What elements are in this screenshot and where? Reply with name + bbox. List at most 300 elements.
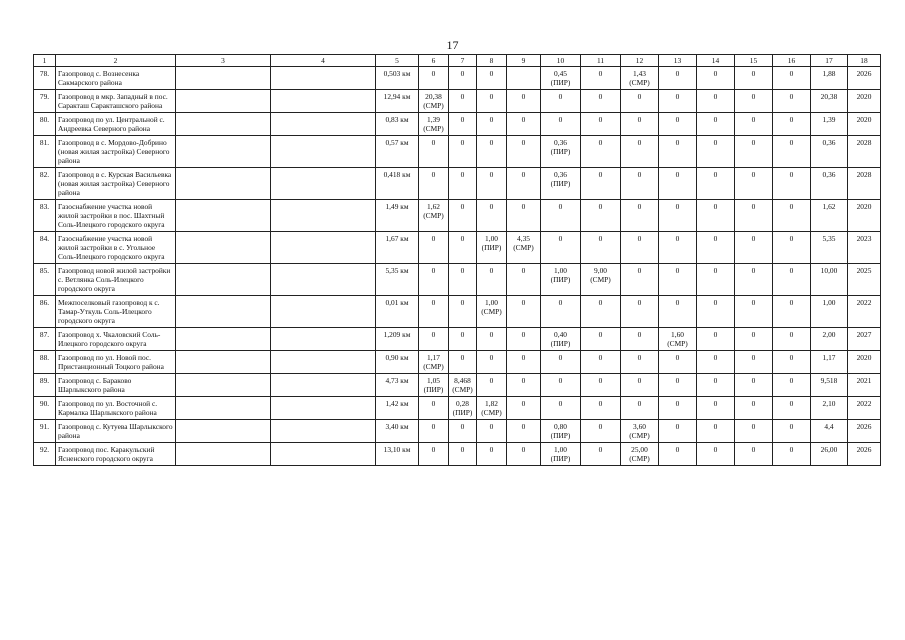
work-type-note: (СМР) (481, 307, 502, 316)
value-amount: 0 (637, 115, 642, 124)
column-4-cell (271, 264, 376, 296)
column-4-cell (271, 67, 376, 90)
value-cell-13 (659, 296, 697, 328)
value-amount: 0 (789, 298, 794, 307)
value-cell-14 (697, 264, 735, 296)
value-amount: 1,00 (485, 234, 498, 243)
year-cell: 2028 (848, 168, 881, 200)
work-type-note: (СМР) (629, 454, 650, 463)
value-amount: 0 (713, 330, 718, 339)
table-row (34, 443, 881, 466)
value-cell-12 (621, 443, 659, 466)
value-cell-9 (507, 113, 541, 136)
value-amount: 0 (521, 445, 526, 454)
value-amount: 1,62 (427, 202, 440, 211)
value-cell-8 (477, 113, 507, 136)
year-cell: 2025 (848, 264, 881, 296)
value-cell-13 (659, 90, 697, 113)
table-row (34, 232, 881, 264)
work-type-note: (ПИР) (452, 408, 473, 417)
value-amount: 0 (598, 298, 603, 307)
value-amount: 0 (431, 266, 436, 275)
value-cell-9 (507, 232, 541, 264)
work-type-note: (СМР) (667, 339, 688, 348)
total-cell: 2,00 (811, 328, 848, 351)
length-cell: 0,418 км (376, 168, 419, 200)
value-cell-10 (541, 296, 581, 328)
row-number-cell: 90. (34, 397, 56, 420)
value-cell-8 (477, 296, 507, 328)
row-number-cell: 81. (34, 136, 56, 168)
value-amount: 0 (521, 353, 526, 362)
value-amount: 0 (598, 422, 603, 431)
value-cell-16 (773, 397, 811, 420)
value-cell-16 (773, 113, 811, 136)
column-3-cell (176, 200, 271, 232)
work-type-note: (СМР) (423, 362, 444, 371)
table-row (34, 328, 881, 351)
value-cell-12 (621, 296, 659, 328)
value-amount: 0 (789, 115, 794, 124)
value-cell-16 (773, 136, 811, 168)
value-cell-8 (477, 67, 507, 90)
value-amount: 0 (489, 69, 494, 78)
object-name-cell: Межпоселковый газопровод к с. Тамар-Уткуль Соль-Илецкого городского округа (56, 296, 176, 328)
value-cell-13 (659, 443, 697, 466)
value-amount: 0 (789, 353, 794, 362)
column-4-cell (271, 420, 376, 443)
object-name-cell: Газопровод в с. Мордово-Добрино (новая жилая застройка) Северного района (56, 136, 176, 168)
row-number-cell: 82. (34, 168, 56, 200)
value-amount: 9,00 (594, 266, 607, 275)
value-amount: 0 (789, 69, 794, 78)
value-amount: 0 (675, 353, 680, 362)
column-3-cell (176, 351, 271, 374)
value-cell-11 (581, 420, 621, 443)
value-amount: 0 (521, 138, 526, 147)
column-header-9: 9 (507, 55, 541, 67)
value-cell-6 (419, 168, 449, 200)
value-amount: 0 (598, 376, 603, 385)
value-amount: 0 (460, 266, 465, 275)
value-cell-13 (659, 328, 697, 351)
total-cell: 0,36 (811, 168, 848, 200)
object-name-cell: Газопровод с. Бараково Шарлыкского района (56, 374, 176, 397)
value-amount: 0 (521, 115, 526, 124)
value-cell-7 (449, 136, 477, 168)
work-type-note: (ПИР) (550, 147, 571, 156)
value-cell-16 (773, 374, 811, 397)
value-amount: 0 (598, 115, 603, 124)
value-cell-10 (541, 168, 581, 200)
value-cell-8 (477, 328, 507, 351)
length-cell: 0,01 км (376, 296, 419, 328)
row-number-cell: 80. (34, 113, 56, 136)
value-cell-9 (507, 420, 541, 443)
value-amount: 0,40 (554, 330, 567, 339)
value-cell-8 (477, 168, 507, 200)
work-type-note: (СМР) (629, 431, 650, 440)
row-number-cell: 88. (34, 351, 56, 374)
value-cell-10 (541, 443, 581, 466)
column-4-cell (271, 351, 376, 374)
value-amount: 0 (751, 234, 756, 243)
value-cell-9 (507, 374, 541, 397)
value-amount: 0 (675, 138, 680, 147)
value-amount: 0 (751, 69, 756, 78)
value-amount: 0 (789, 234, 794, 243)
value-cell-15 (735, 232, 773, 264)
value-cell-7 (449, 351, 477, 374)
column-3-cell (176, 296, 271, 328)
value-amount: 0 (751, 399, 756, 408)
object-name-cell: Газопровод новой жилой застройки с. Ветлянка Соль-Илецкого городского округа (56, 264, 176, 296)
row-number-cell: 92. (34, 443, 56, 466)
row-number-cell: 85. (34, 264, 56, 296)
value-amount: 0 (675, 422, 680, 431)
value-amount: 0 (713, 202, 718, 211)
value-cell-6 (419, 296, 449, 328)
value-cell-14 (697, 113, 735, 136)
value-cell-9 (507, 90, 541, 113)
year-cell: 2026 (848, 443, 881, 466)
length-cell: 3,40 км (376, 420, 419, 443)
value-amount: 0 (637, 202, 642, 211)
value-cell-7 (449, 113, 477, 136)
value-cell-9 (507, 200, 541, 232)
value-cell-11 (581, 328, 621, 351)
value-cell-14 (697, 443, 735, 466)
value-cell-11 (581, 113, 621, 136)
length-cell: 1,209 км (376, 328, 419, 351)
value-amount: 0 (460, 422, 465, 431)
value-amount: 1,39 (427, 115, 440, 124)
work-type-note: (ПИР) (550, 179, 571, 188)
value-cell-14 (697, 328, 735, 351)
value-cell-16 (773, 328, 811, 351)
column-4-cell (271, 296, 376, 328)
year-cell: 2022 (848, 296, 881, 328)
value-amount: 0 (489, 353, 494, 362)
value-cell-8 (477, 264, 507, 296)
value-amount: 0 (751, 202, 756, 211)
object-name-cell: Газопровод по ул. Восточной с. Кармалка Шарлыкского района (56, 397, 176, 420)
value-amount: 0 (460, 353, 465, 362)
object-name-cell: Газопровод в с. Курская Васильевка (новая жилая застройка) Северного района (56, 168, 176, 200)
work-type-note: (СМР) (423, 124, 444, 133)
value-cell-8 (477, 443, 507, 466)
value-cell-13 (659, 232, 697, 264)
work-type-note: (ПИР) (550, 431, 571, 440)
value-cell-14 (697, 374, 735, 397)
year-cell: 2028 (848, 136, 881, 168)
value-cell-12 (621, 200, 659, 232)
value-amount: 0 (598, 138, 603, 147)
value-cell-15 (735, 420, 773, 443)
value-cell-11 (581, 374, 621, 397)
value-amount: 0 (431, 330, 436, 339)
value-amount: 0 (521, 202, 526, 211)
value-amount: 0 (460, 202, 465, 211)
value-cell-11 (581, 90, 621, 113)
value-amount: 0 (789, 170, 794, 179)
value-cell-10 (541, 264, 581, 296)
value-amount: 0 (713, 138, 718, 147)
value-cell-9 (507, 443, 541, 466)
column-header-10: 10 (541, 55, 581, 67)
work-type-note: (СМР) (629, 78, 650, 87)
value-cell-10 (541, 397, 581, 420)
column-4-cell (271, 232, 376, 264)
value-amount: 0 (675, 202, 680, 211)
length-cell: 1,49 км (376, 200, 419, 232)
value-cell-16 (773, 264, 811, 296)
length-cell: 5,35 км (376, 264, 419, 296)
value-cell-16 (773, 90, 811, 113)
value-cell-11 (581, 351, 621, 374)
value-cell-11 (581, 168, 621, 200)
value-cell-14 (697, 232, 735, 264)
value-amount: 1,60 (671, 330, 684, 339)
column-header-2: 2 (56, 55, 176, 67)
column-4-cell (271, 136, 376, 168)
value-cell-10 (541, 136, 581, 168)
work-type-note: (СМР) (423, 101, 444, 110)
value-amount: 0 (675, 69, 680, 78)
value-cell-9 (507, 136, 541, 168)
value-amount: 0 (521, 266, 526, 275)
value-cell-12 (621, 397, 659, 420)
value-cell-10 (541, 420, 581, 443)
object-name-cell: Газопровод х. Чкаловский Соль-Илецкого городского округа (56, 328, 176, 351)
value-amount: 0 (521, 298, 526, 307)
column-header-12: 12 (621, 55, 659, 67)
value-amount: 0 (751, 170, 756, 179)
value-amount: 0 (431, 445, 436, 454)
value-cell-15 (735, 67, 773, 90)
value-amount: 0 (558, 376, 563, 385)
value-cell-14 (697, 351, 735, 374)
value-cell-7 (449, 168, 477, 200)
value-amount: 0 (558, 399, 563, 408)
value-cell-12 (621, 90, 659, 113)
value-amount: 0 (713, 353, 718, 362)
value-amount: 0 (637, 376, 642, 385)
value-cell-14 (697, 90, 735, 113)
column-3-cell (176, 374, 271, 397)
value-amount: 0 (489, 202, 494, 211)
value-amount: 0 (675, 115, 680, 124)
value-amount: 0 (521, 92, 526, 101)
value-amount: 0 (751, 445, 756, 454)
column-4-cell (271, 168, 376, 200)
value-amount: 0 (789, 138, 794, 147)
value-amount: 0 (489, 138, 494, 147)
value-amount: 0 (751, 115, 756, 124)
value-amount: 0 (637, 138, 642, 147)
value-cell-13 (659, 168, 697, 200)
value-amount: 0 (789, 445, 794, 454)
value-amount: 0,28 (456, 399, 469, 408)
table-row (34, 374, 881, 397)
value-amount: 0 (431, 298, 436, 307)
value-cell-16 (773, 296, 811, 328)
value-cell-6 (419, 264, 449, 296)
value-cell-6 (419, 420, 449, 443)
value-cell-6 (419, 113, 449, 136)
column-header-16: 16 (773, 55, 811, 67)
column-3-cell (176, 113, 271, 136)
value-cell-15 (735, 90, 773, 113)
value-amount: 1,82 (485, 399, 498, 408)
column-4-cell (271, 113, 376, 136)
year-cell: 2021 (848, 374, 881, 397)
gas-pipeline-table (33, 54, 881, 466)
total-cell: 2,10 (811, 397, 848, 420)
value-amount: 8,468 (454, 376, 471, 385)
value-amount: 1,00 (554, 445, 567, 454)
value-cell-11 (581, 67, 621, 90)
value-amount: 0 (431, 138, 436, 147)
value-amount: 0 (489, 170, 494, 179)
column-header-4: 4 (271, 55, 376, 67)
table-row (34, 113, 881, 136)
object-name-cell: Газоснабжение участка новой жилой застройки в пос. Шахтный Соль-Илецкого городского округа (56, 200, 176, 232)
value-amount: 0 (460, 115, 465, 124)
column-4-cell (271, 374, 376, 397)
value-amount: 0,45 (554, 69, 567, 78)
column-4-cell (271, 328, 376, 351)
value-cell-8 (477, 397, 507, 420)
total-cell: 4,4 (811, 420, 848, 443)
column-4-cell (271, 443, 376, 466)
value-cell-14 (697, 168, 735, 200)
value-amount: 0 (713, 422, 718, 431)
value-amount: 0 (489, 266, 494, 275)
total-cell: 1,00 (811, 296, 848, 328)
value-cell-12 (621, 168, 659, 200)
value-amount: 0 (675, 376, 680, 385)
value-cell-12 (621, 136, 659, 168)
value-amount: 1,00 (485, 298, 498, 307)
value-cell-8 (477, 420, 507, 443)
value-amount: 1,43 (633, 69, 646, 78)
total-cell: 1,17 (811, 351, 848, 374)
value-amount: 0 (598, 399, 603, 408)
value-cell-11 (581, 232, 621, 264)
object-name-cell: Газоснабжение участка новой жилой застройки в с. Угольное Соль-Илецкого городского округа (56, 232, 176, 264)
value-cell-14 (697, 397, 735, 420)
value-amount: 0 (789, 330, 794, 339)
value-cell-10 (541, 200, 581, 232)
value-cell-12 (621, 113, 659, 136)
value-cell-6 (419, 232, 449, 264)
value-amount: 0 (675, 170, 680, 179)
total-cell: 0,36 (811, 136, 848, 168)
value-cell-15 (735, 264, 773, 296)
object-name-cell: Газопровод пос. Каракульский Ясненского городского округа (56, 443, 176, 466)
value-cell-12 (621, 232, 659, 264)
value-cell-11 (581, 443, 621, 466)
value-cell-14 (697, 296, 735, 328)
value-amount: 0 (675, 266, 680, 275)
value-cell-15 (735, 351, 773, 374)
value-amount: 0 (713, 298, 718, 307)
column-3-cell (176, 420, 271, 443)
value-cell-15 (735, 136, 773, 168)
column-header-17: 17 (811, 55, 848, 67)
year-cell: 2022 (848, 397, 881, 420)
column-3-cell (176, 232, 271, 264)
value-cell-11 (581, 200, 621, 232)
value-cell-16 (773, 200, 811, 232)
value-cell-7 (449, 296, 477, 328)
length-cell: 4,73 км (376, 374, 419, 397)
value-cell-10 (541, 328, 581, 351)
value-amount: 0 (489, 376, 494, 385)
row-number-cell: 78. (34, 67, 56, 90)
value-amount: 0 (789, 399, 794, 408)
object-name-cell: Газопровод по ул. Центральной с. Андреевка Северного района (56, 113, 176, 136)
row-number-cell: 84. (34, 232, 56, 264)
value-cell-9 (507, 351, 541, 374)
value-amount: 0 (521, 170, 526, 179)
column-header-15: 15 (735, 55, 773, 67)
column-3-cell (176, 264, 271, 296)
value-cell-15 (735, 200, 773, 232)
value-cell-7 (449, 232, 477, 264)
work-type-note: (ПИР) (423, 385, 444, 394)
column-header-7: 7 (449, 55, 477, 67)
value-cell-7 (449, 200, 477, 232)
value-cell-16 (773, 443, 811, 466)
value-cell-10 (541, 67, 581, 90)
value-cell-11 (581, 296, 621, 328)
total-cell: 5,35 (811, 232, 848, 264)
value-amount: 0 (751, 376, 756, 385)
value-cell-7 (449, 443, 477, 466)
length-cell: 1,67 км (376, 232, 419, 264)
total-cell: 26,00 (811, 443, 848, 466)
value-cell-6 (419, 67, 449, 90)
table-row (34, 67, 881, 90)
value-amount: 0 (637, 234, 642, 243)
value-cell-12 (621, 264, 659, 296)
year-cell: 2020 (848, 90, 881, 113)
value-cell-10 (541, 232, 581, 264)
total-cell: 9,518 (811, 374, 848, 397)
value-cell-16 (773, 232, 811, 264)
value-amount: 0 (558, 234, 563, 243)
value-cell-6 (419, 136, 449, 168)
total-cell: 20,38 (811, 90, 848, 113)
value-amount: 0 (751, 92, 756, 101)
value-cell-10 (541, 351, 581, 374)
value-cell-11 (581, 397, 621, 420)
row-number-cell: 86. (34, 296, 56, 328)
value-cell-7 (449, 90, 477, 113)
total-cell: 1,39 (811, 113, 848, 136)
value-cell-9 (507, 296, 541, 328)
work-type-note: (ПИР) (481, 243, 502, 252)
value-amount: 0 (598, 92, 603, 101)
length-cell: 0,503 км (376, 67, 419, 90)
table-row (34, 90, 881, 113)
value-amount: 0 (558, 92, 563, 101)
value-cell-16 (773, 420, 811, 443)
value-cell-13 (659, 67, 697, 90)
year-cell: 2020 (848, 200, 881, 232)
